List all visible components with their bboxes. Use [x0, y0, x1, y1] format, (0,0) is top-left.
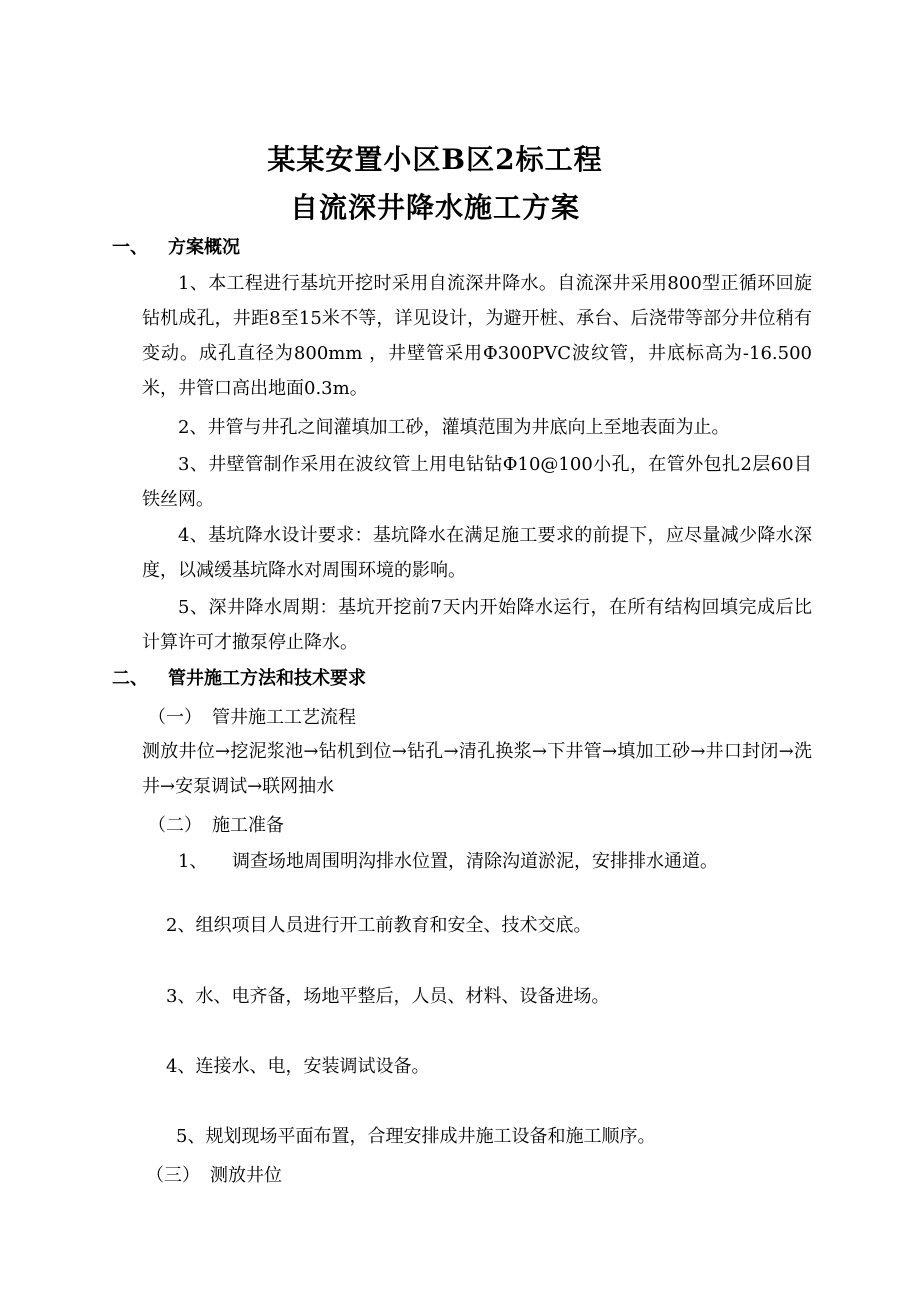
prep-item-5: 5、规划现场平面布置，合理安排成井施工设备和施工顺序。	[176, 1126, 656, 1147]
subsection-3-number: （三）	[146, 1165, 200, 1186]
title-line-1: 某某安置小区B区2标工程	[267, 143, 603, 176]
subsection-2-title: 施工准备	[212, 815, 284, 836]
title-line-2: 自流深井降水施工方案	[289, 191, 580, 224]
paragraph-2-text: 2、井管与井孔之间灌填加工砂，灌填范围为井底向上至地表面为止。	[178, 417, 730, 438]
section-1-title: 方案概况	[168, 237, 240, 258]
paragraph-1-text: 1、本工程进行基坑开挖时采用自流深井降水。自流深井采用800型正循环回旋钻机成孔，井距8至15米不等，详见设计，为避开桩、承台、后浇带等部分井位稍有变动。成孔直径为800mm ，井壁管采用Φ300PVC波纹管，井底标高为-16.500米，井管口高出地面0.3m。	[142, 273, 812, 399]
process-flow: 测放井位→挖泥浆池→钻机到位→钻孔→清孔换浆→下井管→填加工砂→井口封闭→洗井→安泵调试→联网抽水	[142, 741, 812, 797]
subsection-2-number: （二）	[148, 815, 202, 836]
subsection-3-heading	[146, 1164, 282, 1188]
subsection-3-title: 测放井位	[210, 1165, 282, 1186]
subsection-1-heading	[148, 706, 356, 730]
section-2-title: 管井施工方法和技术要求	[168, 668, 366, 689]
paragraph-5-text: 5、深井降水周期：基坑开挖前7天内开始降水运行，在所有结构回填完成后比计算许可才撤泵停止降水。	[142, 597, 812, 653]
subsection-2-heading	[148, 814, 284, 838]
prep-item-3: 3、水、电齐备，场地平整后，人员、材料、设备进场。	[166, 986, 610, 1007]
section-2-heading	[112, 667, 366, 691]
paragraph-3	[142, 447, 812, 517]
section-1-number: 一、	[112, 237, 148, 258]
prep-item-4: 4、连接水、电，安装调试设备。	[166, 1056, 430, 1077]
paragraph-1	[142, 266, 812, 406]
prep-item-2: 2、组织项目人员进行开工前教育和安全、技术交底。	[166, 915, 592, 936]
prep-item-1-number: 1、	[178, 851, 208, 872]
section-1-heading	[112, 236, 240, 260]
prep-item-1-text: 调查场地周围明沟排水位置，清除沟道淤泥，安排排水通道。	[232, 851, 718, 872]
paragraph-5	[142, 590, 812, 660]
subsection-1-title: 管井施工工艺流程	[212, 707, 356, 728]
section-2-number: 二、	[112, 668, 148, 689]
paragraph-3-text: 3、井壁管制作采用在波纹管上用电钻钻Φ10@100小孔，在管外包扎2层60目铁丝网。	[142, 454, 812, 510]
paragraph-4	[142, 518, 812, 588]
paragraph-4-text: 4、基坑降水设计要求：基坑降水在满足施工要求的前提下，应尽量减少降水深度，以减缓基坑降水对周围环境的影响。	[142, 525, 812, 581]
prep-item-1	[178, 850, 718, 874]
subsection-1-number: （一）	[148, 707, 202, 728]
paragraph-2	[142, 410, 812, 445]
